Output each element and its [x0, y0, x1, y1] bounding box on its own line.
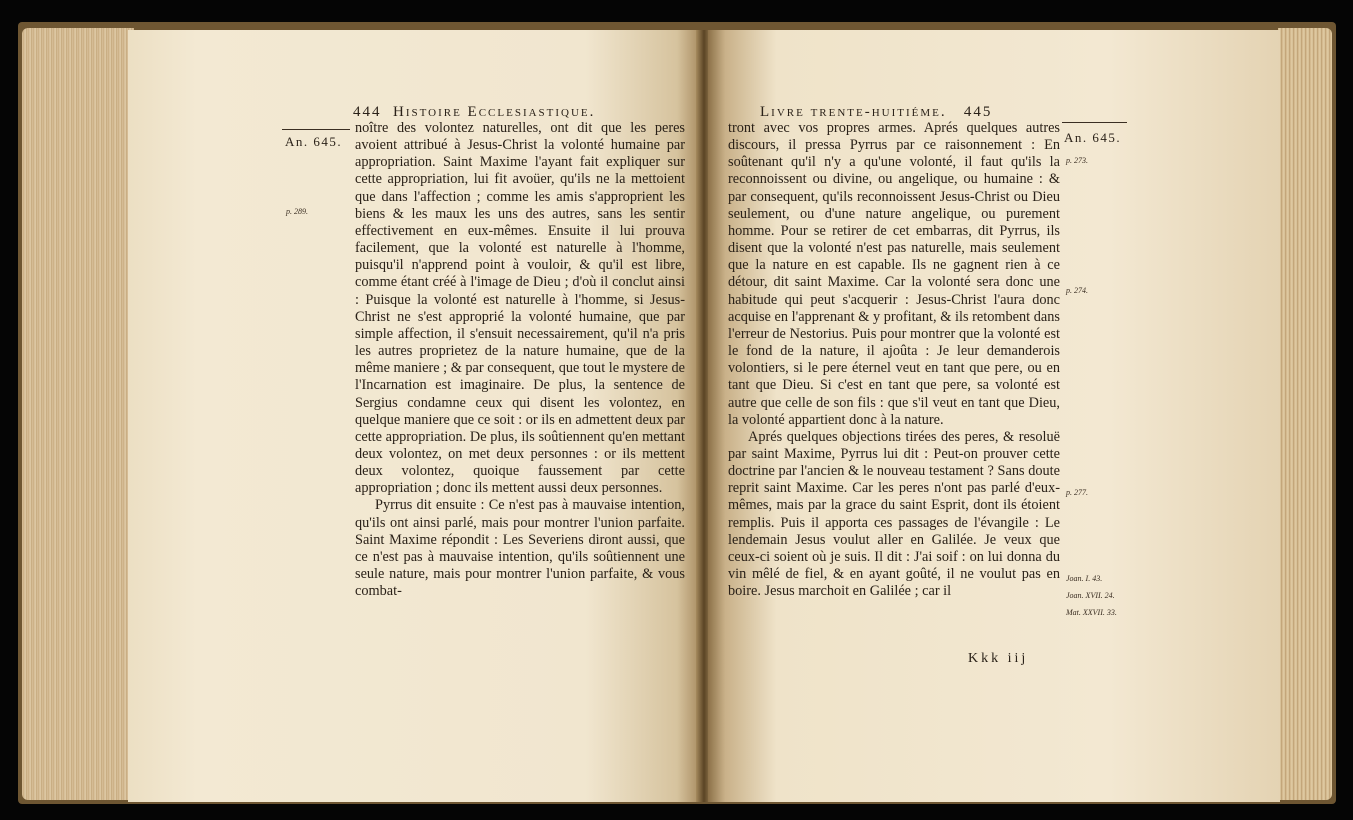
right-paragraph-2: Aprés quelques objections tirées des peres, & resoluë par saint Maxime, Pyrrus lui dit : Peut-on prouver cette doctrine par l'ancien & le nouveau testament ? Sans doute reprit saint Maxime. Car les peres n'ont pas parlé d'eux-mêmes, mais par la grace du saint Esprit, dont ils étoient remplis. Puis il apporta ces passages de l'évangile : Le lendemain Jesus voulut aller en Galilée. Je veux que ceux-ci soient où je suis. Il dit : J'ai soif : on lui donna du vin mêlé de fiel, & en ayant goûté, il ne voulut pas en boire. Jesus marchoit en Galilée ; car il [728, 428, 1060, 600]
left-paragraph-1: noître des volontez naturelles, ont dit que les peres avoient attribué à Jesus-Christ la volonté humaine par appropriation. Saint Maxime l'ayant fait expliquer sur cette appropriation, lui fit avoüer, qu'ils ne la mettoient que dans l'affection ; comme les amis s'approprient les biens & les maux les uns des autres, sans les sentir effectivement en eux-mêmes. Ensuite il lui prouva facilement, que la volonté est naturelle à l'homme, puisqu'il n'apprend point à vouloir, & qu'il est libre, comme étant créé à l'image de Dieu ; d'où il conclut ainsi : Puisque la volonté est naturelle à l'homme, si Jesus-Christ ne s'est approprié la volonté humaine, que par simple affection, il s'ensuit necessairement, qu'il n'a pris les autres proprietez de la nature humaine, que de la même maniere ; & par consequent, que tout le mystere de l'Incarnation est imaginaire. De plus, la sentence de Sergius condamne ceux qui disent les volontez, en quelque maniere que ce soit : or ils en admettent deux par cette appropriation. De plus, ils soûtiennent qu'en mettant deux volontez, on met deux personnes : or ils mettent deux volontez, quoique faussement par cette appropriation ; donc ils mettent aussi deux personnes. [355, 120, 685, 497]
right-page-edges [1278, 28, 1332, 800]
left-page-number: 444 [353, 104, 382, 120]
left-year-rule [282, 129, 350, 130]
right-running-head [760, 104, 992, 121]
right-margin-note-2: p. 274. [1066, 286, 1088, 295]
right-year: An. 645. [1064, 130, 1122, 145]
left-running-title: Histoire Ecclesiastique. [393, 104, 596, 120]
right-margin-note-4: Joan. I. 43. [1066, 574, 1103, 583]
left-paragraph-2: Pyrrus dit ensuite : Ce n'est pas à mauvaise intention, qu'ils ont ainsi parlé, mais pour montrer l'union parfaite. Saint Maxime répondit : Les Severiens diront aussi, que ce n'est pas à mauvaise intention, qu'ils soûtiennent une seule nature, mais pour montrer l'union parfaite, & vous combat- [355, 497, 685, 600]
right-margin-note-5: Joan. XVII. 24. [1066, 591, 1115, 600]
right-paragraph-1: tront avec vos propres armes. Aprés quelques autres discours, il pressa Pyrrus par ce raisonnement : En soûtenant qu'il n'y a qu'une volonté, il faut qu'ils la reconnoissent ou divine, ou angelique, ou humaine : & par consequent, qu'ils reconnoissent Jesus-Christ ou Dieu seulement, ou d'une nature angelique, ou purement homme. Pour se retirer de cet embarras, dit Pyrrus, ils disent que la volonté n'est pas naturelle, mais seulement que la nature en est capable. Ils ne gagnent rien à ce détour, dit saint Maxime. Car la volonté sera donc une habitude qui peut s'acquerir : Jesus-Christ l'aura donc acquise en l'apprenant & y profitant, & ils retombent dans l'erreur de Nestorius. Puis pour montrer que la volonté est le fond de la nature, il ajoûta : Je leur demanderois volontiers, si le pere éternel veut en tant que pere, ou en tant que Dieu. Si c'est en tant que pere, sa volonté est autre que celle de son fils : que s'il veut en tant que Dieu, la volonté appartient donc à la nature. [728, 120, 1060, 428]
right-page-text [728, 120, 1060, 600]
left-page-text [355, 120, 685, 600]
right-margin-note-1: p. 273. [1066, 156, 1088, 165]
left-page-edges [22, 28, 134, 800]
right-margin-note-3: p. 277. [1066, 488, 1088, 497]
right-year-rule [1062, 122, 1127, 123]
left-margin-note: p. 289. [286, 207, 308, 216]
right-running-title: Livre trente-huitiéme. [760, 104, 947, 120]
right-margin-note-6: Mat. XXVII. 33. [1066, 608, 1117, 617]
left-running-head [353, 104, 595, 121]
signature-mark: Kkk iij [968, 651, 1029, 666]
left-year: An. 645. [285, 134, 343, 149]
right-page-number: 445 [963, 104, 993, 120]
